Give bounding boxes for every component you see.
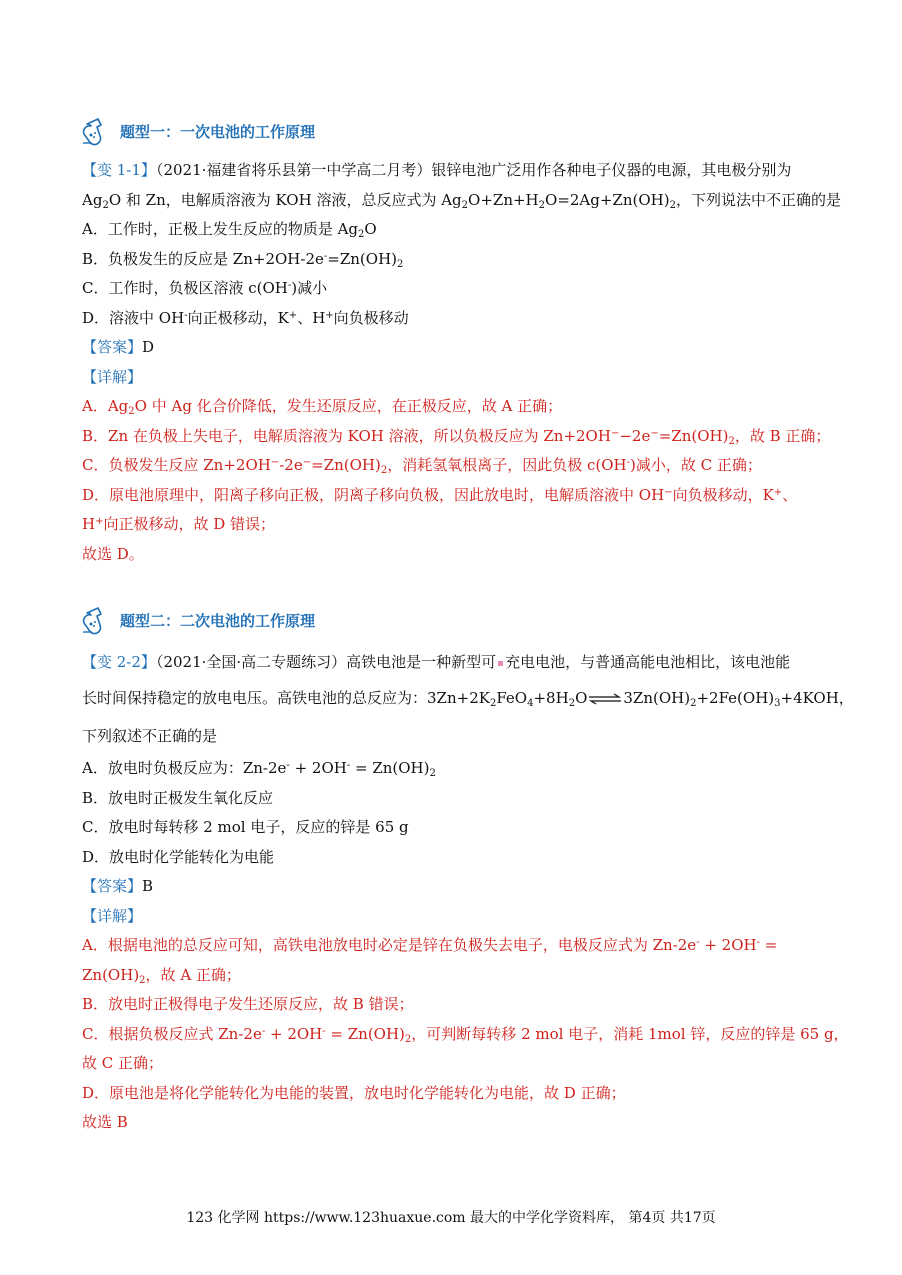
- q2-option-d: D．放电时化学能转化为电能: [82, 847, 275, 866]
- flask-icon: [80, 605, 110, 635]
- q1-stem-line2: $Ag_2O$ 和 Zn，电解质溶液为 KOH 溶液，总反应式为 $Ag_2O+Zn+H_2O=2Ag+Zn(OH)_2$，下列说法中不正确的是: [82, 190, 841, 211]
- marker-dot: [498, 661, 503, 666]
- q1-option-c: C．工作时，负极区溶液 c(OH-)减小: [82, 279, 328, 297]
- page-footer: 123 化学网 https://www.123huaxue.com 最大的中学化学资料库， 第4页 共17页: [186, 1210, 716, 1226]
- q2-option-b: B．放电时正极发生氧化反应: [82, 788, 274, 807]
- section-2-title: 题型二：二次电池的工作原理: [120, 611, 316, 630]
- section-1-header: [80, 115, 315, 147]
- q1-option-d: D．溶液中 OH-向正极移动，K+、H+向负极移动: [82, 308, 409, 327]
- q1-option-a: A．工作时，正极上发生反应的物质是 $Ag_2O$: [82, 220, 377, 240]
- q1-explain-c: C．负极发生反应 $Zn+2OH^--2e^-=Zn(OH)_2$，消耗氢氧根离子，因此负极 c(OH-)减小，故 C 正确；: [82, 456, 762, 476]
- q2-conclusion: 故选 B: [82, 1113, 128, 1131]
- q2-stem-line1: 【变 2-2】（2021·全国·高二专题练习）高铁电池是一种新型可 充电电池，与普通高能电池相比，该电池能: [82, 653, 791, 671]
- q1-explain-a: A．$Ag_2O$ 中 Ag 化合价降低，发生还原反应，在正极反应，故 A 正确；: [82, 397, 563, 417]
- q1-stem-line1: 【变 1-1】（2021·福建省将乐县第一中学高二月考）银锌电池广泛用作各种电子仪器的电源，其电极分别为: [82, 161, 792, 179]
- q1-detail-label: 【详解】: [82, 367, 143, 386]
- q2-explain-a-line1: A．根据电池的总反应可知，高铁电池放电时必定是锌在负极失去电子，电极反应式为 Zn-2e- + 2OH- =: [82, 936, 778, 954]
- q2-stem-line3: 下列叙述不正确的是: [82, 727, 218, 745]
- q2-explain-b: B．放电时正极得电子发生还原反应，故 B 错误；: [82, 995, 414, 1013]
- q2-stem-line2: 长时间保持稳定的放电电压。高铁电池的总反应为：$3Zn+2K_2FeO_4+8H_2O$ $3Zn(OH)_2+2Fe(OH)_3+4KOH$，: [82, 689, 854, 709]
- flask-icon: [80, 116, 110, 146]
- question-1: [82, 156, 841, 569]
- q2-detail-label: 【详解】: [82, 906, 143, 925]
- q1-explain-d-line2: H+向正极移动，故 D 错误；: [82, 515, 276, 533]
- q2-option-a: A．放电时负极反应为：$Zn-2e^- + 2OH^- = Zn(OH)_2$: [82, 759, 436, 779]
- q2-explain-d: D．原电池是将化学能转化为电能的装置，放电时化学能转化为电能，故 D 正确；: [82, 1083, 626, 1102]
- q1-explain-b: B．Zn 在负极上失电子，电解质溶液为 KOH 溶液，所以负极反应为 $Zn+2OH^--2e^-=Zn(OH)_2$，故 B 正确；: [82, 426, 831, 447]
- question-2: [82, 646, 854, 1138]
- q2-explain-c-line1: C．根据负极反应式 $Zn-2e^- + 2OH^- = Zn(OH)_2$，可判断每转移 2 mol 电子，消耗 1mol 锌，反应的锌是 65 g，: [82, 1024, 849, 1045]
- q2-explain-c-line2: 故 C 正确；: [82, 1054, 164, 1072]
- section-2-header: [80, 604, 315, 636]
- q2-answer: 【答案】B: [82, 877, 154, 895]
- q2-explain-a-line2: $Zn(OH)_2$，故 A 正确；: [82, 965, 241, 986]
- q1-explain-d-line1: D．原电池原理中，阳离子移向正极，阴离子移向负极，因此放电时，电解质溶液中 OH−向负极移动，K+、: [82, 485, 798, 504]
- q1-conclusion: 故选 D。: [82, 544, 144, 563]
- q1-answer: 【答案】D: [82, 338, 155, 356]
- section-1-title: 题型一：一次电池的工作原理: [120, 122, 316, 141]
- q1-option-b: B．负极发生的反应是 $Zn+2OH-2e^-=Zn(OH)_2$: [82, 249, 404, 270]
- q2-option-c: C．放电时每转移 2 mol 电子，反应的锌是 65 g: [82, 818, 409, 836]
- equilibrium-arrow-icon: [587, 693, 623, 705]
